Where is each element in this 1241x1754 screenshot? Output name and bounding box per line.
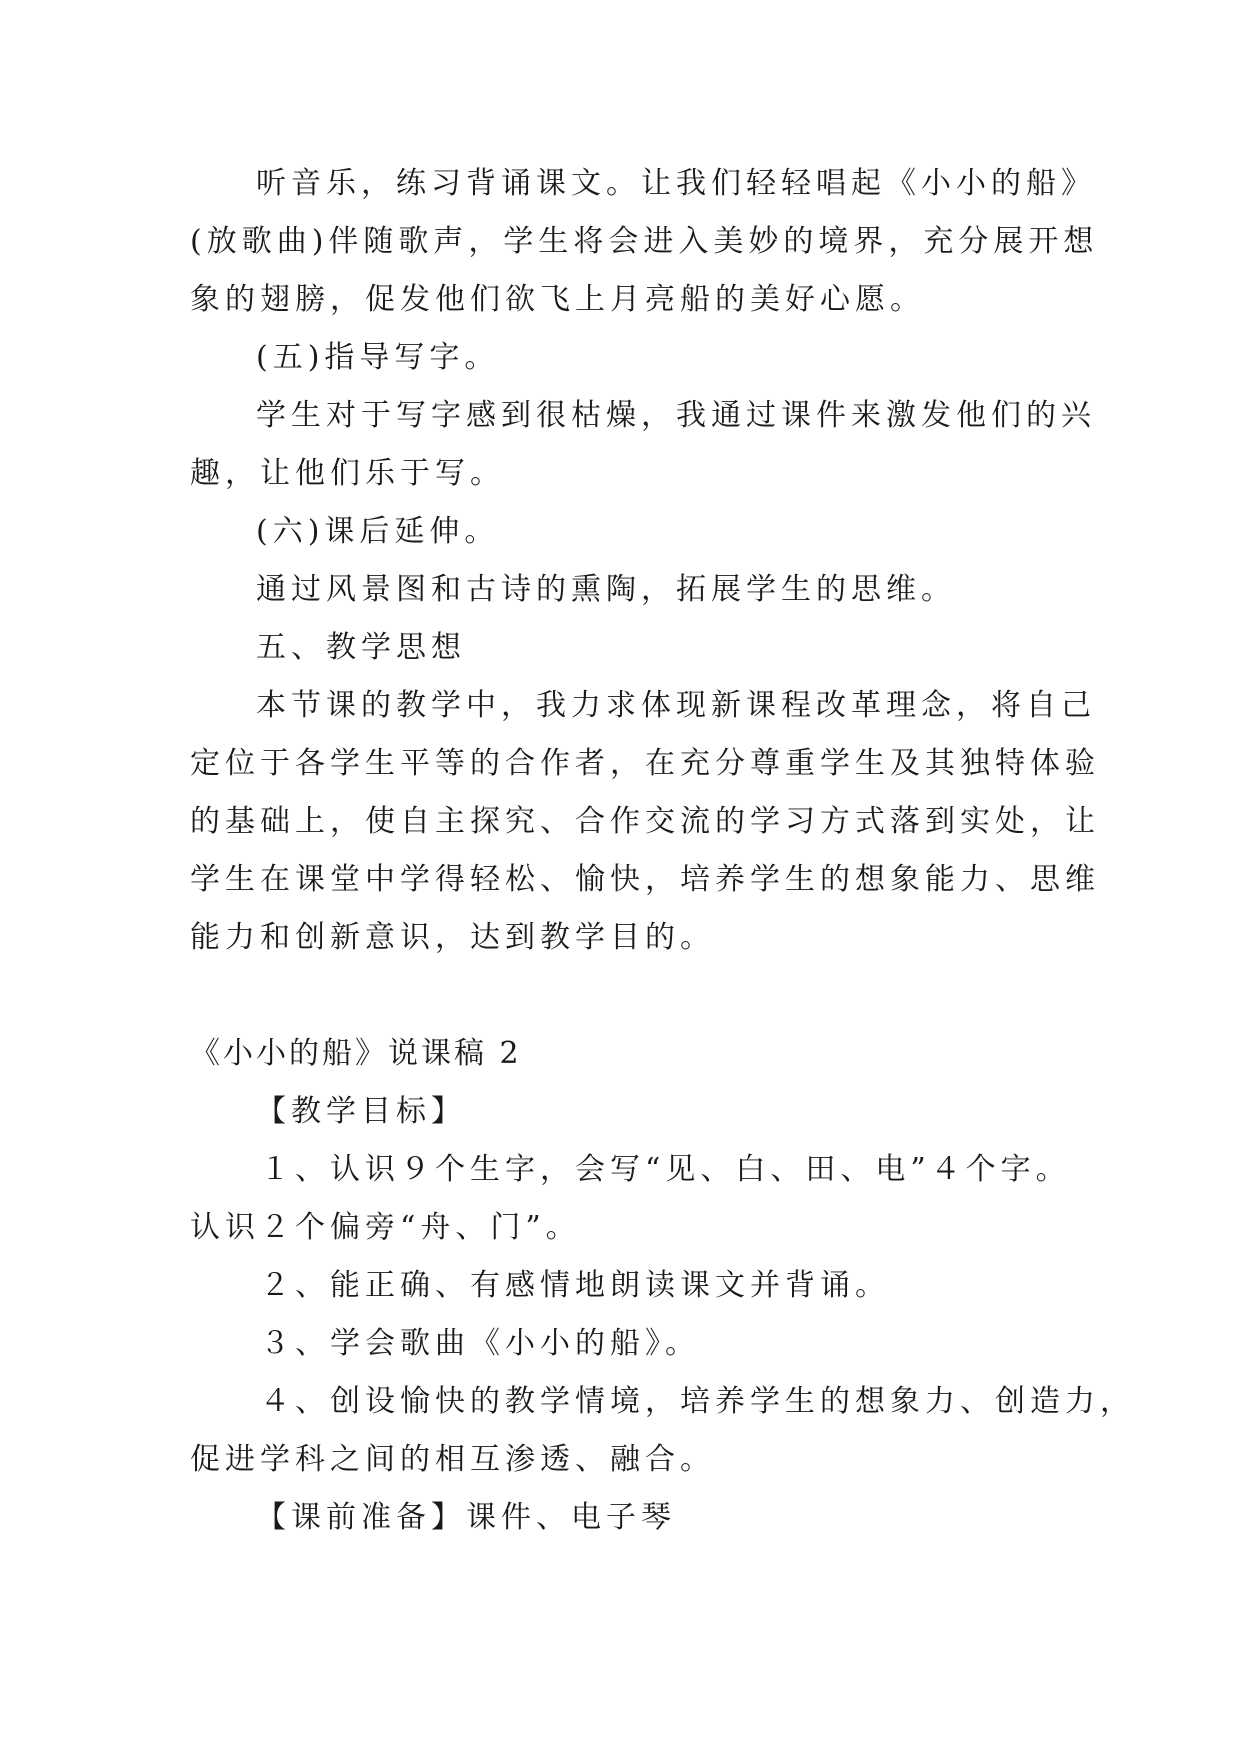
paragraph-line: 学生对于写字感到很枯燥，我通过课件来激发他们的兴 [256, 398, 1096, 433]
document-title: 《小小的船》说课稿 2 [190, 1036, 522, 1071]
paragraph-line: 本节课的教学中，我力求体现新课程改革理念，将自己 [256, 688, 1096, 723]
subheading-objectives: 【教学目标】 [256, 1094, 466, 1129]
preparation-line: 【课前准备】课件、电子琴 [256, 1500, 676, 1535]
paragraph-line: 学生在课堂中学得轻松、愉快，培养学生的想象能力、思维 [190, 862, 1100, 897]
paragraph-line: 能力和创新意识，达到教学目的。 [190, 920, 715, 955]
paragraph-line: 象的翅膀，促发他们欲飞上月亮船的美好心愿。 [190, 282, 925, 317]
objective-item-continued: 认识２个偏旁“舟、门”。 [190, 1210, 581, 1245]
section-heading-teaching-thought: 五、教学思想 [256, 630, 466, 665]
objective-item: ４、创设愉快的教学情境，培养学生的想象力、创造力， [260, 1384, 1135, 1419]
objective-item: ３、学会歌曲《小小的船》。 [260, 1326, 700, 1361]
objective-item-continued: 促进学科之间的相互渗透、融合。 [190, 1442, 715, 1477]
paragraph-line: 的基础上，使自主探究、合作交流的学习方式落到实处，让 [190, 804, 1100, 839]
objective-item: １、认识９个生字，会写“见、白、田、电”４个字。 [260, 1152, 1071, 1187]
paragraph-line: (放歌曲)伴随歌声，学生将会进入美妙的境界，充分展开想 [190, 224, 1099, 259]
subheading-extension: (六)课后延伸。 [256, 514, 500, 549]
subheading-write: (五)指导写字。 [256, 340, 500, 375]
paragraph-line: 通过风景图和古诗的熏陶，拓展学生的思维。 [256, 572, 956, 607]
paragraph-line: 听音乐，练习背诵课文。让我们轻轻唱起《小小的船》 [256, 166, 1096, 201]
paragraph-line: 定位于各学生平等的合作者，在充分尊重学生及其独特体验 [190, 746, 1100, 781]
spacer [190, 967, 1060, 1025]
document-page [190, 155, 1135, 1547]
objective-item: ２、能正确、有感情地朗读课文并背诵。 [260, 1268, 890, 1303]
paragraph-line: 趣，让他们乐于写。 [190, 456, 505, 491]
